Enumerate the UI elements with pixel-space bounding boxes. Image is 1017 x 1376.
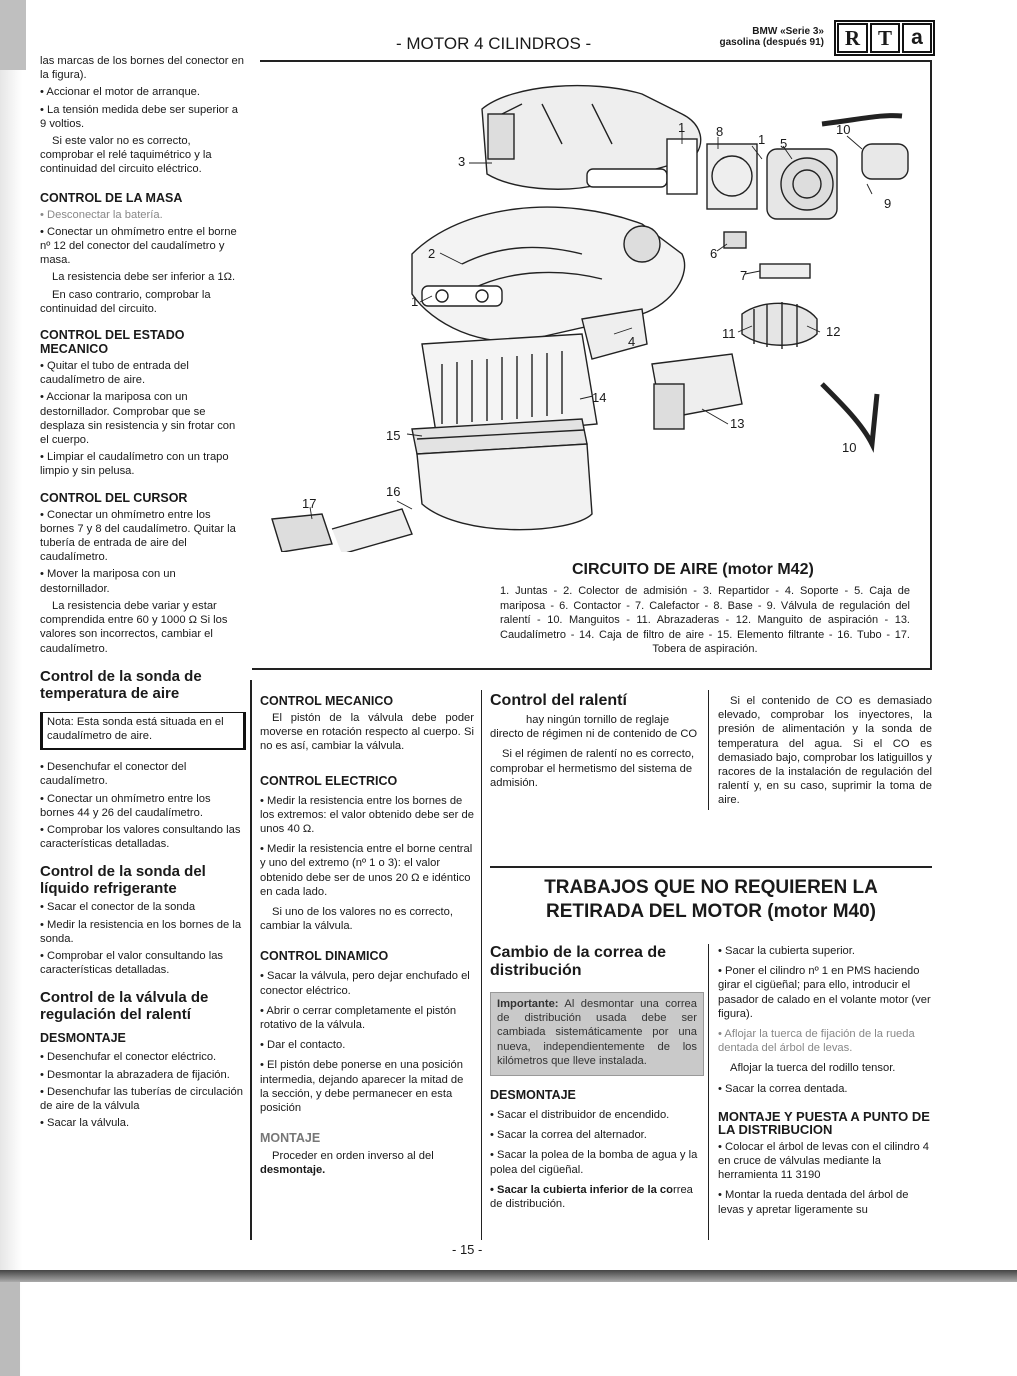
correa-item-2: • Sacar la correa del alternador. [490,1129,647,1142]
figure-frame-right [930,60,932,670]
trabajos-rule [490,866,932,868]
callout-1a: 1 [678,120,686,135]
dinamico-item-3: • Dar el contacto. [260,1039,346,1052]
ralenti-right-text: Si el contenido de CO es demasiado elevado, comprobar los inyectores, la presión de alimentación y la sonda de temperatura del agua. Si el CO es demasiado bajo, comprobar los latiguillos y racores de la instalación de regulación del ralentí y, en su caso, suprimir la toma de aire. [718,695,932,807]
dinamico-item-1: • Sacar la válvula, pero dejar enchufado el conector eléctrico. [260,970,470,997]
important-text [497,997,697,1068]
trabajos-heading [490,876,932,924]
logo-letter-t: T [870,23,900,53]
mecanico-text: El pistón de la válvula debe poder moverse en rotación respecto al cuerpo. Si no es así, cambiar la válvula. [260,712,474,753]
sonda-liquido-heading: Control de la sonda del líquido refrigerante [40,863,206,898]
estado-heading: CONTROL DEL ESTADO MECANICO [40,328,185,357]
logo-letter-r: R [837,23,868,53]
correa-item-4 [490,1183,704,1211]
estado-item-2: • Accionar la mariposa con un destornillador. Comprobar que se desplaza sin resistencia y sin frotar con el cuerpo. [40,391,236,447]
important-box [490,992,704,1076]
valvula-desmontaje-heading: DESMONTAJE [40,1031,126,1046]
callout-1c: 1 [411,294,419,309]
right-column [718,944,932,1220]
valvula-heading: Control de la válvula de regulación del ralentí [40,989,209,1024]
ralenti-block [490,692,704,790]
page-number: - 15 - [452,1242,483,1257]
scan-edge-bottom [0,1270,1017,1282]
sonda-liquido-item-1: • Sacar el conector de la sonda [40,901,196,914]
ralenti-item-2: Si el régimen de ralentí no es correcto, comprobar el hermetismo del sistema de admisión. [490,748,695,789]
callout-15: 15 [386,428,401,443]
callout-9: 9 [884,196,892,211]
cursor-item-2: • Mover la mariposa con un destornillador. [40,568,176,595]
intro-text-4: Si este valor no es correcto, comprobar el relé taquimétrico y la continuidad del circuito eléctrico. [40,135,212,176]
valvula-item-3: • Desenchufar las tuberías de circulación de aire de la válvula [40,1085,243,1112]
correa-item-4-bold: • Sacar la cubierta inferior de la co [490,1183,673,1196]
montaje-puesta-item-2: • Montar la rueda dentada del árbol de levas y apretar ligeramente su [718,1189,909,1216]
masa-item-3: La resistencia debe ser inferior a 1Ω. [52,271,236,284]
sonda-aire-item-3: • Comprobar los valores consultando las características detalladas. [40,823,241,851]
electrico-heading: CONTROL ELECTRICO [260,773,398,788]
right-item-4: Aflojar la tuerca del rodillo tensor. [730,1062,896,1075]
figure-caption: 1. Juntas - 2. Colector de admisión - 3. Repartidor - 4. Soporte - 5. Caja de mariposa - 6. Contactor - 7. Calefactor - 8. Base - 9. Válvula de regulación del ralentí - 10. Manguitos - 11. Abrazaderas - 12. Manguito de aspiración - 13. Caudalímetro - 14. Caja de filtro de aire - 15. Elemento filtrante - 16. Tubo - 17. Tobera de aspiración. [500,585,910,655]
scan-edge-top-left [0,0,26,70]
estado-item-3: • Limpiar el caudalímetro con un trapo limpio y sin pelusa. [40,451,229,478]
masa-item-2: • Conectar un ohmímetro entre el borne nº 12 del conector del caudalímetro y masa. [40,225,237,267]
rta-logo [834,20,935,56]
left-column [40,54,246,1133]
sonda-liquido-item-3: • Comprobar el valor consultando las características detalladas. [40,949,224,977]
callout-1b: 1 [758,132,766,147]
trabajos-heading-line-2: RETIRADA DEL MOTOR (motor M40) [545,901,877,922]
middle-column-rule [481,690,482,1240]
montaje-text-bold: desmontaje. [260,1164,326,1177]
masa-item-4: En caso contrario, comprobar la continuidad del circuito. [40,288,211,315]
electrico-item-1: • Medir la resistencia entre los bornes de los extremos: el valor obtenido debe ser de unos 40 Ω. [260,794,474,836]
dinamico-item-4: • El pistón debe ponerse en una posición intermedia, dejando aparecer la mitad de la sección, y debe permanecer en esta posición [260,1059,464,1115]
air-circuit-diagram [262,64,928,552]
cursor-item-3: La resistencia debe variar y estar comprendida entre 60 y 1000 Ω Si los valores son incorrectos, cambiar el caudalímetro. [40,599,228,655]
montaje-puesta-heading: MONTAJE Y PUESTA A PUNTO DE LA DISTRIBUCION [718,1108,930,1137]
sonda-aire-note [40,712,246,750]
important-label: Importante: [497,998,559,1010]
model-line-2: gasolina (después 91) [719,37,824,48]
trabajos-heading-line-1: TRABAJOS QUE NO REQUIEREN LA [544,877,878,898]
electrico-item-2: • Medir la resistencia entre el borne central y uno del extremo (nº 1 o 3): el valor obtenido debe ser de unos 20 Ω e idéntico en cada lado. [260,843,473,898]
important-body: Al desmontar una correa de distribución usada debe ser cambiada sistemáticamente por una nueva, independientemente de los kilómetros que lleve instalada. [497,998,697,1067]
right-item-5: • Sacar la correa dentada. [718,1082,848,1095]
callout-11: 11 [722,326,736,341]
ralenti-item-1: hay ningún tornillo de reglaje directo de régimen ni de contenido de CO [490,714,698,741]
intro-text-1: las marcas de los bornes del conector en la figura). [40,55,244,82]
section-title: - MOTOR 4 CILINDROS - [396,34,592,53]
logo-letter-a: a [902,23,932,53]
montaje-text-plain: Proceder en orden inverso al del [272,1150,434,1163]
ralenti-right-block [718,694,932,808]
mecanico-heading: CONTROL MECANICO [260,694,394,708]
sonda-aire-item-1: • Desenchufar el conector del caudalímetro. [40,761,187,788]
montaje-text [260,1149,474,1177]
callout-17: 17 [302,496,317,511]
sonda-aire-heading: Control de la sonda de temperatura de aire [40,667,202,702]
sonda-liquido-item-2: • Medir la resistencia en los bornes de la sonda. [40,918,242,945]
callout-4: 4 [628,334,636,349]
correa-item-3: • Sacar la polea de la bomba de agua y la polea del cigüeñal. [490,1149,698,1176]
valvula-item-2: • Desmontar la abrazadera de fijación. [40,1068,230,1081]
callout-10a: 10 [836,122,851,137]
dinamico-heading: CONTROL DINAMICO [260,949,389,964]
sonda-aire-item-2: • Conectar un ohmímetro entre los bornes 44 y 26 del caudalímetro. [40,792,211,819]
valvula-item-1: • Desenchufar el conector eléctrico. [40,1051,217,1064]
electrico-item-3: Si uno de los valores no es correcto, cambiar la válvula. [260,906,453,933]
ralenti-heading: Control del ralentí [490,692,627,709]
figure-frame-bottom [252,668,932,670]
masa-item-1: • Desconectar la batería. [40,208,163,221]
callout-16: 16 [386,484,401,499]
correa-heading: Cambio de la correa de distribución [490,944,667,979]
ralenti-rule [708,690,709,810]
correa-rule [708,944,709,1240]
montaje-puesta-item-1: • Colocar el árbol de levas con el cilindro 4 en cruce de válvulas mediante la herramienta 11 3190 [718,1140,929,1182]
callout-6: 6 [710,246,718,261]
model-line-1: BMW «Serie 3» [752,26,824,37]
correa-desmontaje-heading: DESMONTAJE [490,1088,576,1103]
correa-item-1: • Sacar el distribuidor de encendido. [490,1109,670,1122]
intro-text-2: • Accionar el motor de arranque. [40,86,201,99]
sonda-aire-note-text: Nota: Esta sonda está situada en el caudalímetro de aire. [47,715,224,742]
intro-text-3: • La tensión medida debe ser superior a 9 voltios. [40,103,238,130]
callout-2: 2 [428,246,436,261]
right-item-2: • Poner el cilindro nº 1 en PMS haciendo girar el cigüeñal; para ello, introducir el pasador de calado en el volante motor (ver figura). [718,965,931,1020]
montaje-heading: MONTAJE [260,1131,321,1146]
callout-14: 14 [592,390,607,405]
figure-frame-top [260,60,932,62]
callout-10b: 10 [842,440,857,455]
callout-7: 7 [740,268,748,283]
estado-item-1: • Quitar el tubo de entrada del caudalímetro de aire. [40,360,189,387]
cursor-item-1: • Conectar un ohmímetro entre los bornes 7 y 8 del caudalímetro. Quitar la tubería de entrada de aire del caudalímetro. [40,508,236,564]
dinamico-item-2: • Abrir o cerrar completamente el pistón rotativo de la válvula. [260,1004,457,1032]
correa-block [490,944,704,1214]
left-column-rule [250,680,252,1240]
model-label [704,26,824,48]
callout-8: 8 [716,124,724,139]
right-item-1: • Sacar la cubierta superior. [718,945,855,957]
masa-heading: CONTROL DE LA MASA [40,190,183,205]
callout-12: 12 [826,324,841,339]
callout-5: 5 [780,136,788,151]
valvula-item-4: • Sacar la válvula. [40,1117,130,1130]
scan-edge-left [0,0,22,1376]
figure-title: CIRCUITO DE AIRE (motor M42) [572,561,814,578]
callout-3: 3 [458,154,466,169]
scan-edge-bottom-left [0,1282,20,1376]
right-item-3: • Aflojar la tuerca de fijación de la rueda dentada del árbol de levas. [718,1028,915,1055]
callout-13: 13 [730,416,745,431]
middle-column [260,694,474,1181]
cursor-heading: CONTROL DEL CURSOR [40,490,188,505]
correa-item-4-plain: rrea de distribución. [490,1183,693,1211]
